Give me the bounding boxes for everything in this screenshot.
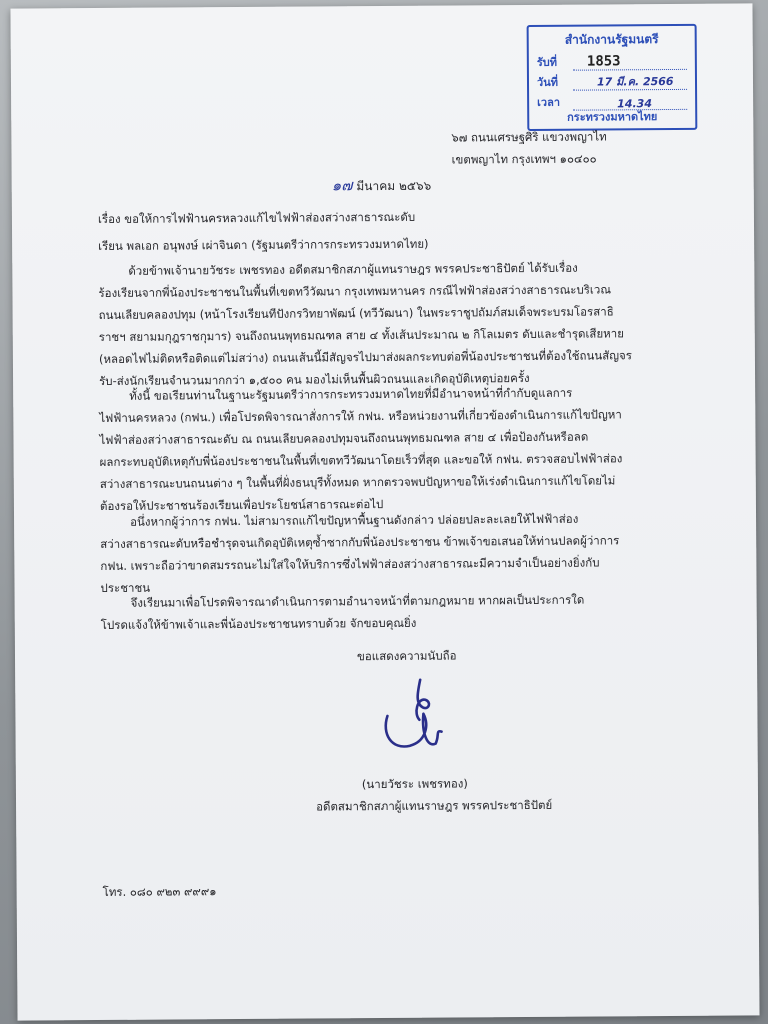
- letter-page: [10, 3, 759, 1020]
- date-month-year: มีนาคม ๒๕๖๖: [356, 178, 432, 194]
- paragraph-line: ผลกระทบอุบัติเหตุกับพี่น้องประชาชนในพื้นที่เขตทวีวัฒนาโดยเร็วที่สุด และขอให้ กฟน. ตรวจสอบไฟฟ้าส่อง: [99, 451, 623, 469]
- stamp-received-row: [537, 52, 687, 71]
- sender-address-line1: ๖๗ ถนนเศรษฐศิริ แขวงพญาไท: [451, 129, 607, 145]
- paragraph-line: ต้องรอให้ประชาชนร้องเรียนเพื่อประโยชน์สาธารณะต่อไป: [99, 497, 384, 513]
- subject-line: เรื่อง ขอให้การไฟฟ้านครหลวงแก้ไขไฟฟ้าส่องสว่างสาธารณะดับ: [97, 209, 416, 226]
- stamp-received-label: รับที่: [536, 55, 558, 69]
- stamp-date-value: 17 มี.ค. 2566: [596, 74, 674, 89]
- signer-name: (นายวัชระ เพชรทอง): [361, 776, 468, 792]
- paragraph-line: ทั้งนี้ ขอเรียนท่านในฐานะรัฐมนตรีว่าการกระทรวงมหาดไทยที่มีอำนาจหน้าที่กำกับดูแลการ: [129, 385, 573, 403]
- stamp-date-label: วันที่: [536, 75, 559, 89]
- stamp-time-label: เวลา: [537, 95, 561, 109]
- paragraph-line: อนึ่งหากผู้ว่าการ กฟน. ไม่สามารถแก้ไขปัญหาพื้นฐานดังกล่าว ปล่อยปละละเลยให้ไฟฟ้าส่อง: [130, 511, 579, 529]
- paragraph-line: สว่างสาธารณะบนถนนต่าง ๆ ในพื้นที่ฝั่งธนบุรีทั้งหมด หากตรวจพบปัญหาขอให้เร่งดำเนินการแก้ไขโดยไม่: [99, 473, 616, 491]
- paragraph-line: ด้วยข้าพเจ้านายวัชระ เพชรทอง อดีตสมาชิกสภาผู้แทนราษฎร พรรคประชาธิปัตย์ ได้รับเรื่อง: [128, 260, 578, 278]
- handwritten-signature: [365, 673, 466, 754]
- stamp-title: สำนักงานรัฐมนตรี: [564, 32, 659, 47]
- paragraph-line: จึงเรียนมาเพื่อโปรดพิจารณาดำเนินการตามอำนาจหน้าที่ตามกฎหมาย หากผลเป็นประการใด: [130, 592, 585, 610]
- paragraph-4: [101, 588, 641, 636]
- signer-title: อดีตสมาชิกสภาผู้แทนราษฎร พรรคประชาธิปัตย์: [316, 797, 553, 814]
- letter-date: [332, 173, 432, 198]
- paragraph-line: ราชฯ สยามมกุฎราชกุมาร) จนถึงถนนพุทธมณฑล สาย ๔ ทั้งเส้นประมาณ ๒ กิโลเมตร ดับและชำรุดเสียหาย: [98, 326, 624, 344]
- receipt-stamp: [527, 24, 698, 131]
- paragraph-line: กฟน. เพราะถือว่าขาดสมรรถนะไม่ใส่ใจให้บริการซึ่งไฟฟ้าส่องสว่างสาธารณะมีความจำเป็นอย่างยิ่งกับ: [100, 555, 600, 573]
- paragraph-line: (หลอดไฟไม่ติดหรือติดแต่ไม่สว่าง) ถนนเส้นนี้มีสัญจรไปมาส่งผลกระทบต่อพี่น้องประชาชนที่ต้องใช้ถนนสัญจร: [98, 348, 632, 366]
- paragraph-line: รับ-ส่งนักเรียนจำนวนมากกว่า ๑,๕๐๐ คน มองไม่เห็นพื้นผิวถนนและเกิดอุบัติเหตุบ่อยครั้ง: [99, 370, 530, 388]
- paragraph-3: [100, 507, 641, 599]
- sender-address-line2: เขตพญาไท กรุงเทพฯ ๑๐๔๐๐: [451, 151, 597, 167]
- paragraph-1: [98, 256, 639, 392]
- paragraph-line: สว่างสาธารณะดับหรือชำรุดจนเกิดอุบัติเหตุซ้ำซากกับพี่น้องประชาชน ข้าพเจ้าขอเสนอให้ท่านปลดผู้ว่าการ: [100, 533, 620, 551]
- salutation-line: เรียน พลเอก อนุพงษ์ เผ่าจินดา (รัฐมนตรีว่าการกระทรวงมหาดไทย): [98, 236, 429, 253]
- paragraph-2: [99, 381, 640, 517]
- closing-phrase: ขอแสดงความนับถือ: [356, 648, 457, 664]
- paragraph-line: ร้องเรียนจากพี่น้องประชาชนในพื้นที่เขตทวีวัฒนา กรุงเทพมหานคร กรณีไฟฟ้าส่องสว่างสาธารณะบริเวณ: [98, 282, 612, 300]
- stamp-date-row: [537, 72, 687, 91]
- stamp-received-number: 1853: [586, 53, 621, 70]
- paragraph-line: ถนนเลียบคลองปทุม (หน้าโรงเรียนทีปังกรวิทยาพัฒน์ (ทวีวัฒนา) ในพระราชูปถัมภ์สมเด็จพระบรมโอรสาธิ: [98, 304, 614, 322]
- paragraph-line: โปรดแจ้งให้ข้าพเจ้าและพี่น้องประชาชนทราบด้วย จักขอบคุณยิ่ง: [100, 615, 417, 632]
- paragraph-line: ประชาชน: [100, 580, 151, 595]
- stamp-time-value: 14.34: [617, 97, 652, 111]
- phone-number: โทร. ๐๘๐ ๙๒๓ ๙๙๙๑: [102, 884, 217, 899]
- stamp-ministry: กระทรวงมหาดไทย: [567, 110, 658, 124]
- paragraph-line: ไฟฟ้าส่องสว่างสาธารณะดับ ณ ถนนเลียบคลองปทุมจนถึงถนนพุทธมณฑล สาย ๔ เพื่อป้องกันหรือลด: [99, 429, 589, 447]
- date-day: ๑๗: [331, 176, 353, 195]
- paragraph-line: ไฟฟ้านครหลวง (กฟน.) เพื่อโปรดพิจารณาสั่งการให้ กฟน. หรือหน่วยงานที่เกี่ยวข้องดำเนินการแก้ไขปัญหา: [99, 407, 622, 425]
